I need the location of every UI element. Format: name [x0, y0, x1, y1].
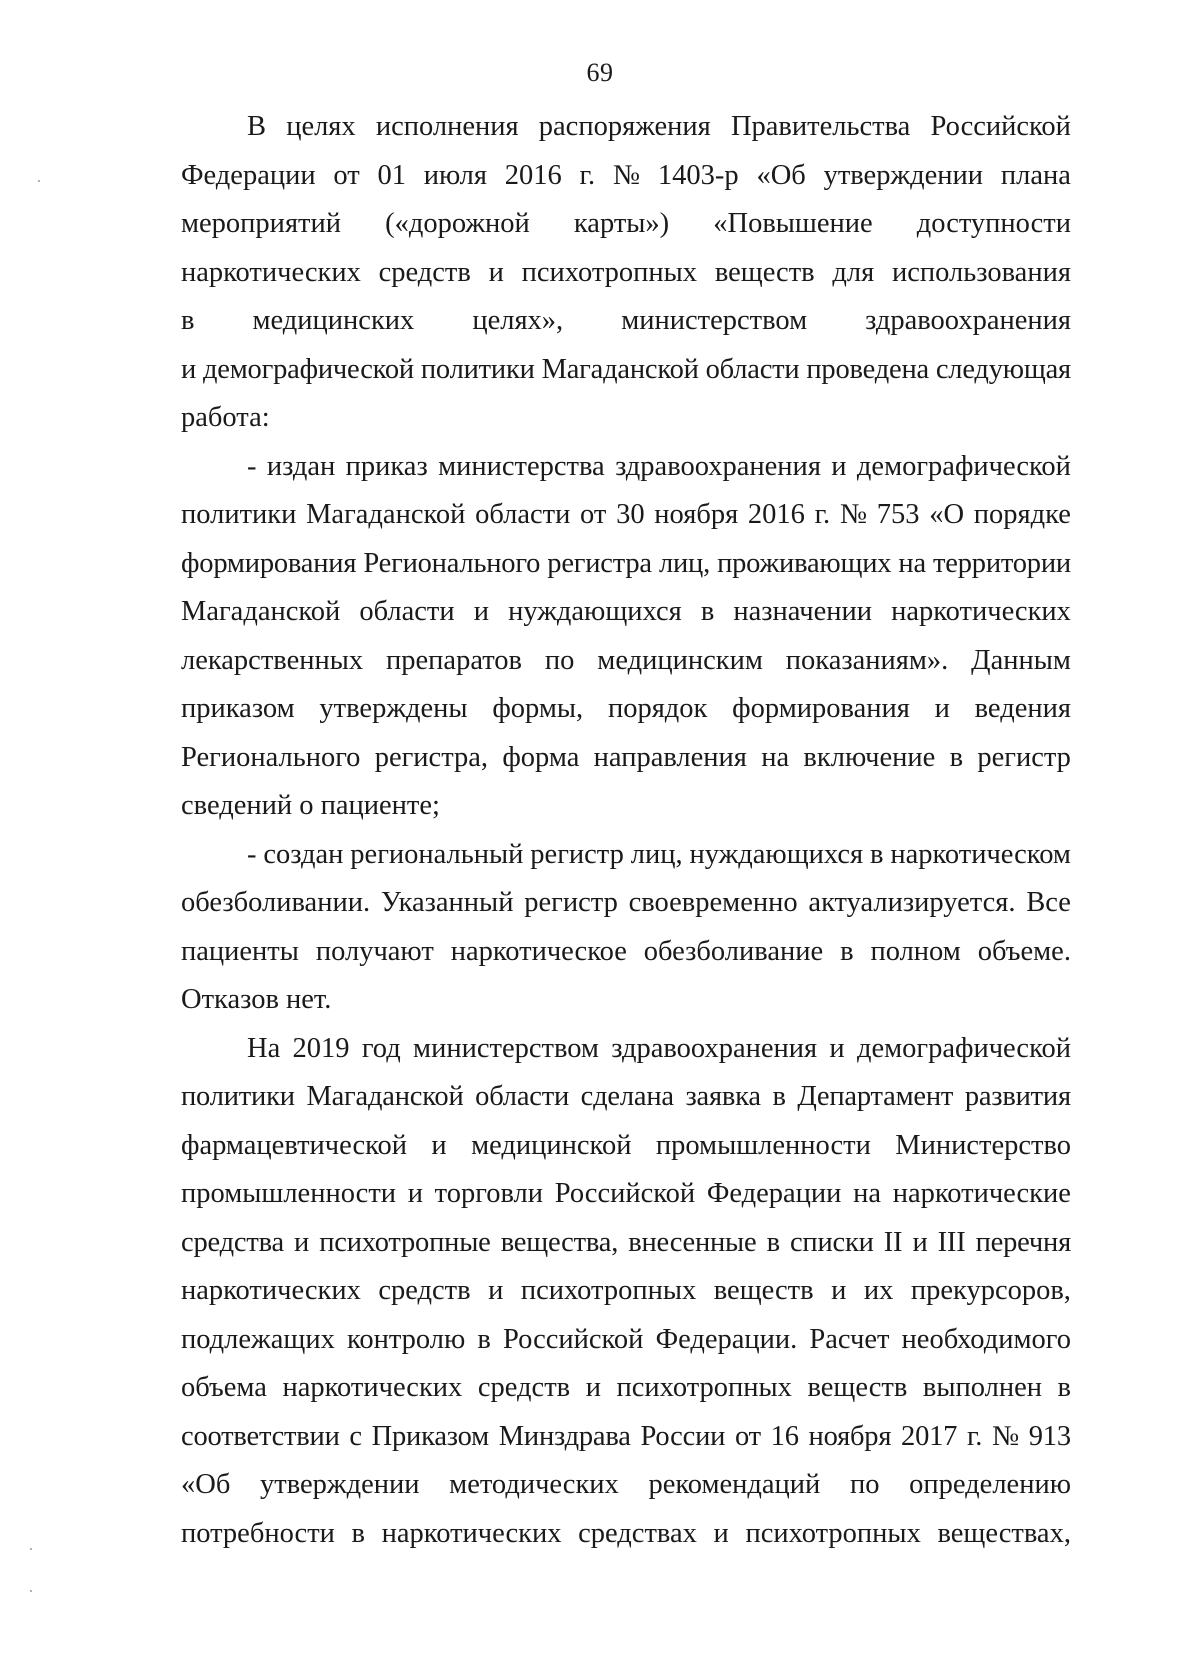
text-line: На 2019 год министерством здравоохранения и демографической: [247, 1032, 1071, 1064]
text-line: - создан региональный регистр лиц, нуждающихся в наркотическом: [247, 838, 1071, 870]
text-line: - издан приказ министерства здравоохранения и демографической: [247, 450, 1071, 482]
text-line: Отказов нет.: [181, 984, 332, 1015]
text-line: соответствии с Приказом Минздрава России от 16 ноября 2017 г. № 913: [181, 1420, 1071, 1452]
text-line: потребности в наркотических средствах и психотропных веществах,: [181, 1517, 1071, 1549]
text-line: наркотических средств и психотропных веществ для использования: [181, 256, 1071, 288]
text-line: обезболивании. Указанный регистр своевременно актуализируется. Все: [181, 887, 1071, 918]
scan-artifact: [30, 1590, 32, 1592]
text-line: «Об утверждении методических рекомендаций по определению: [181, 1469, 1071, 1500]
text-line: Федерации от 01 июля 2016 г. № 1403-р «Об утверждении плана: [181, 159, 1071, 191]
scan-artifact: [30, 1548, 32, 1550]
page-number: 69: [586, 58, 614, 87]
text-line: приказом утверждены формы, порядок формирования и ведения: [181, 693, 1071, 724]
text-line: промышленности и торговли Российской Федерации на наркотические: [181, 1178, 1071, 1209]
text-line: мероприятий («дорожной карты») «Повышение доступности: [181, 208, 1071, 239]
text-line: политики Магаданской области сделана заявка в Департамент развития: [181, 1081, 1071, 1112]
text-line: и демографической политики Магаданской области проведена следующая: [181, 353, 1071, 385]
text-line: фармацевтической и медицинской промышленности Министерство: [181, 1129, 1071, 1161]
document-body: [181, 103, 1071, 1558]
text-line: пациенты получают наркотическое обезболивание в полном объеме.: [181, 935, 1071, 967]
scan-artifact: [38, 180, 40, 182]
text-line: лекарственных препаратов по медицинским показаниям». Данным: [181, 644, 1071, 676]
text-line: в медицинских целях», министерством здравоохранения: [181, 305, 1071, 336]
text-line: Регионального регистра, форма направления на включение в регистр: [181, 741, 1071, 773]
text-line: объема наркотических средств и психотропных веществ выполнен в: [181, 1372, 1071, 1403]
paragraph-2: [181, 443, 1071, 831]
text-line: В целях исполнения распоряжения Правительства Российской: [247, 111, 1071, 142]
text-line: Магаданской области и нуждающихся в назначении наркотических: [181, 596, 1071, 627]
text-line: политики Магаданской области от 30 ноября 2016 г. № 753 «О порядке: [181, 499, 1071, 530]
text-line: формирования Регионального регистра лиц, проживающих на территории: [181, 547, 1071, 579]
text-line: наркотических средств и психотропных веществ и их прекурсоров,: [181, 1275, 1071, 1306]
text-line: сведений о пациенте;: [181, 790, 440, 821]
paragraph-4: [181, 1025, 1071, 1559]
paragraph-3: [181, 831, 1071, 1025]
text-line: работа:: [181, 402, 270, 433]
text-line: средства и психотропные вещества, внесенные в списки II и III перечня: [181, 1226, 1071, 1258]
text-line: подлежащих контролю в Российской Федерации. Расчет необходимого: [181, 1323, 1071, 1355]
paragraph-1: [181, 103, 1071, 443]
